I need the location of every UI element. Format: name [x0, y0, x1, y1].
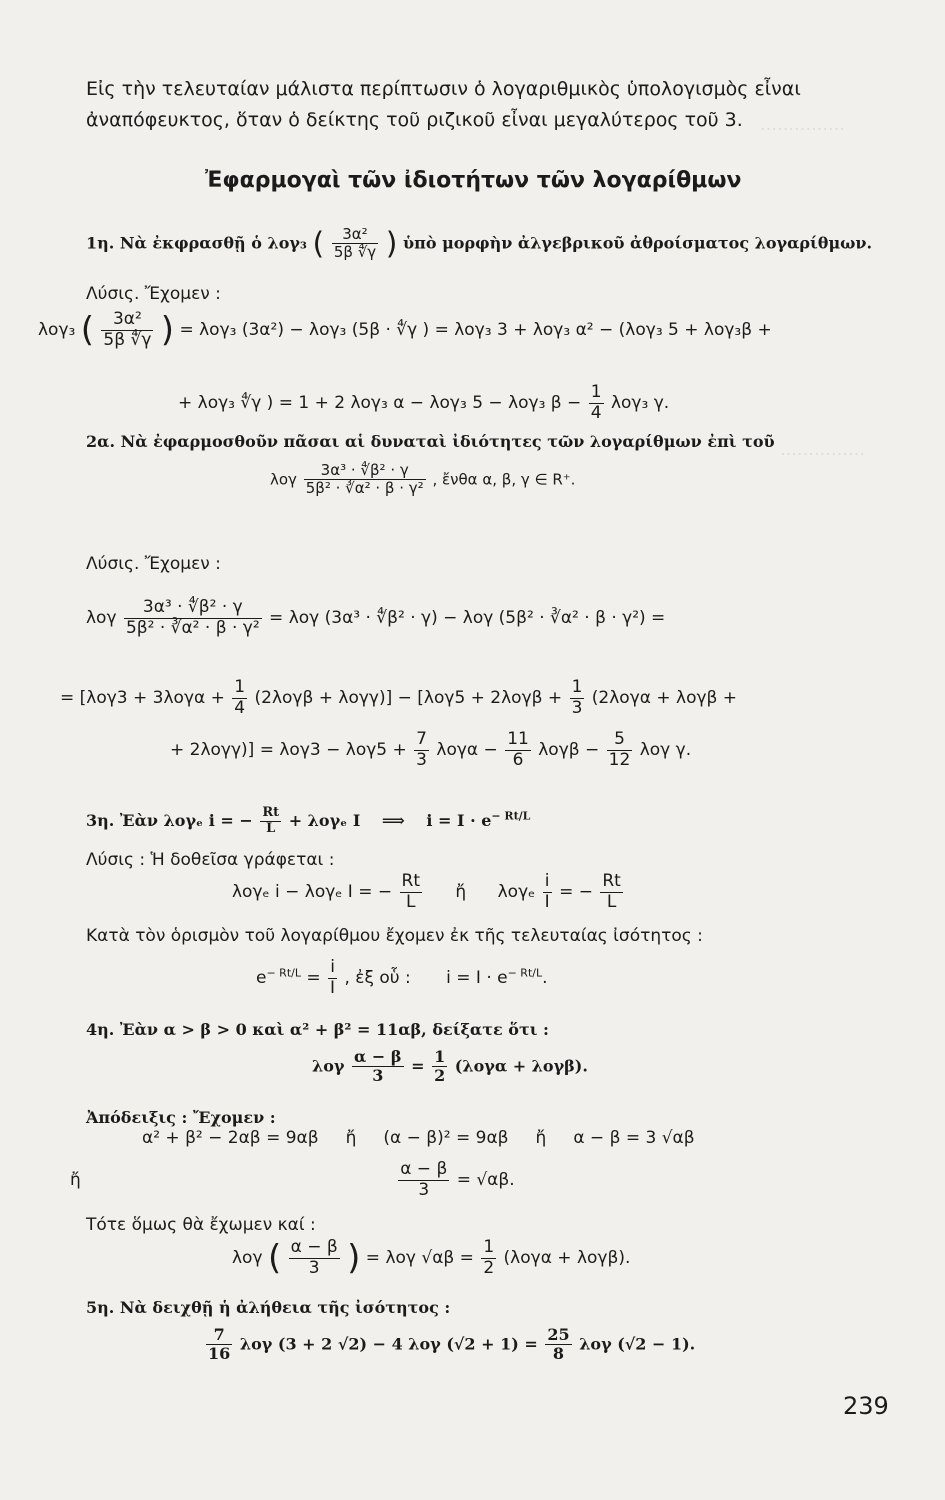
- math-fraction: [206, 1326, 232, 1364]
- fraction-denominator: 3: [571, 697, 583, 718]
- exercise-3-line-1: [232, 872, 625, 912]
- fraction-denominator: 4: [234, 697, 246, 718]
- fraction-denominator: 8: [552, 1344, 565, 1364]
- math-lhs: λογ: [232, 1248, 263, 1269]
- math-fraction: [328, 958, 337, 998]
- paren-close: ): [385, 226, 398, 262]
- exercise-4-goal: [312, 1048, 588, 1086]
- math-fraction: [545, 1326, 571, 1364]
- page-number: 239: [843, 1392, 889, 1420]
- implies-arrow: ⟹: [381, 810, 405, 830]
- math-expression: = λογ √αβ =: [365, 1248, 474, 1269]
- fraction-numerator: 3α³ · ∜β² · γ: [124, 598, 262, 619]
- fraction-denominator: 5β ∜γ: [103, 329, 152, 350]
- fraction-numerator: 3α³ · ∜β² · γ: [304, 462, 426, 480]
- math-expression: λογ (3 + 2 √2) − 4 λογ (√2 + 1) =: [239, 1334, 538, 1354]
- math-expression: =: [411, 1056, 425, 1076]
- exercise-4-then-line: Τότε ὅμως θὰ ἔχωμεν καί :: [86, 1215, 316, 1235]
- fraction-numerator: 5: [607, 730, 633, 751]
- math-expression: (2λογα + λογβ +: [591, 688, 738, 709]
- exponent: − Rt/L: [507, 966, 543, 980]
- fraction-numerator: 7: [206, 1326, 232, 1345]
- math-expression: (λογα + λογβ).: [454, 1056, 588, 1076]
- math-fraction: [101, 310, 153, 350]
- exercise-2-line-1: [86, 598, 665, 638]
- fraction-denominator: L: [606, 891, 617, 912]
- fraction-numerator: 1: [571, 677, 583, 697]
- math-expression: λογ (√2 − 1).: [579, 1334, 696, 1354]
- fraction-denominator: L: [406, 891, 416, 912]
- exercise-4-proof-label: Ἀπόδειξις : Ἔχομεν :: [86, 1108, 276, 1127]
- fraction-denominator: 12: [608, 749, 631, 770]
- fraction-denominator: 5β ∜γ: [333, 243, 377, 262]
- intro-line-1: Εἰς τὴν τελευταίαν μάλιστα περίπτωσιν ὁ λογαριθμικὸς ὑπολογισμὸς εἶναι: [86, 78, 801, 100]
- fraction-numerator: 25: [547, 1325, 570, 1344]
- fraction-numerator: Rt: [602, 871, 621, 891]
- exercise-3-line-2: [256, 958, 548, 998]
- math-expression: , ἐξ οὗ :: [344, 968, 411, 989]
- fraction-numerator: 1: [234, 677, 246, 697]
- exercise-4-proof-line-2: [70, 1160, 515, 1200]
- math-expression: e: [256, 968, 267, 989]
- fraction-numerator: i: [328, 958, 337, 979]
- exercise-1-statement: 1η. Νὰ ἐκφρασθῇ ὁ λογ₃: [86, 233, 307, 253]
- math-expression: = √αβ.: [456, 1170, 515, 1191]
- bleed-through-text: ……………: [760, 115, 845, 135]
- fraction-denominator: 6: [512, 749, 524, 770]
- math-fraction: [352, 1048, 403, 1086]
- paren-close: ): [347, 1238, 361, 1279]
- math-expression: λογₑ: [497, 882, 536, 903]
- fraction-denominator: L: [266, 820, 276, 836]
- math-expression: (2λογβ + λογγ)] − [λογ5 + 2λογβ +: [254, 688, 563, 709]
- fraction-denominator: 3: [308, 1257, 320, 1278]
- exercise-4-label: 4η. Ἐὰν α > β > 0 καὶ α² + β² = 11αβ, δείξατε ὅτι :: [86, 1020, 549, 1039]
- fraction-denominator: I: [544, 891, 550, 912]
- math-fraction: [398, 1160, 449, 1200]
- math-lhs: λογ₃: [38, 320, 76, 341]
- math-expression: + 2λογγ)] = λογ3 − λογ5 +: [170, 740, 407, 761]
- exercise-3-statement: 3η. Ἐὰν λογₑ i = −: [86, 810, 253, 830]
- math-fraction: [432, 1048, 447, 1086]
- fraction-denominator: 3: [418, 1179, 430, 1200]
- fraction-numerator: α − β: [290, 1237, 338, 1257]
- fraction-numerator: 1: [590, 382, 602, 402]
- math-fraction: [232, 678, 247, 718]
- fraction-denominator: 16: [208, 1344, 231, 1364]
- exercise-4-proof-line-3: [232, 1238, 630, 1278]
- fraction-denominator: 5β² · ∛α² · β · γ²: [125, 617, 260, 638]
- math-rhs: = λογ (3α³ · ∜β² · γ) − λογ (5β² · ∛α² · β · γ²) =: [269, 608, 666, 629]
- exercise-2-label: 2α. Νὰ ἐφαρμοσθοῦν πᾶσαι αἱ δυναταὶ ἰδιότητες τῶν λογαρίθμων ἐπὶ τοῦ: [86, 432, 775, 451]
- exercise-3-label: [86, 806, 530, 837]
- math-expression: λογₑ i − λογₑ I = −: [232, 882, 393, 903]
- exercise-1-line-1: [38, 310, 772, 350]
- paren-open: (: [80, 310, 95, 351]
- exercise-5-equation: [204, 1326, 695, 1364]
- fraction-numerator: α − β: [400, 1159, 448, 1179]
- math-fraction: [607, 730, 633, 770]
- fraction-denominator: 4: [590, 402, 602, 423]
- math-fraction: [414, 730, 429, 770]
- fraction-denominator: 3: [416, 749, 427, 770]
- exercise-3-solution-label: Λύσις : Ἡ δοθεῖσα γράφεται :: [86, 850, 335, 870]
- exercise-2-line-2: [60, 678, 737, 718]
- math-fraction: [481, 1238, 496, 1278]
- fraction-numerator: 11: [507, 729, 529, 749]
- fraction-denominator: 2: [434, 1066, 446, 1086]
- fraction-denominator: 3: [372, 1066, 384, 1086]
- exercise-1-solution-label: Λύσις. Ἔχομεν :: [86, 284, 221, 304]
- exponent: − Rt/L: [491, 809, 531, 823]
- fraction-numerator: i: [543, 872, 552, 893]
- math-expression: i = I · e: [446, 968, 508, 989]
- math-or: ἤ: [70, 1170, 81, 1191]
- exercise-2-line-3: [170, 730, 691, 770]
- math-lhs: λογ: [86, 608, 117, 629]
- exercise-1-fraction: [332, 226, 378, 262]
- bleed-through-text: ……………: [780, 440, 865, 460]
- math-fraction: [124, 598, 262, 638]
- exercise-1-label: [86, 226, 872, 262]
- fraction-numerator: Rt: [401, 871, 421, 891]
- fraction-denominator: I: [330, 977, 336, 998]
- math-expression: λογ₃ γ.: [610, 393, 670, 414]
- section-title: Ἐφαρμογαὶ τῶν ἰδιοτήτων τῶν λογαρίθμων: [205, 168, 742, 193]
- fraction-numerator: 7: [416, 729, 427, 749]
- math-fraction: [289, 1238, 340, 1278]
- exercise-1-tail: ὑπὸ μορφὴν ἀλγεβρικοῦ ἀθροίσματος λογαρίθμων.: [403, 233, 873, 253]
- math-expression: =: [306, 968, 321, 989]
- math-expression: λογα −: [436, 740, 498, 761]
- math-or: ἤ: [455, 882, 467, 903]
- math-rhs: = λογ₃ (3α²) − λογ₃ (5β · ∜γ ) = λογ₃ 3 + λογ₃ α² − (λογ₃ 5 + λογ₃β +: [179, 320, 772, 341]
- math-fraction: [505, 730, 531, 770]
- fraction-denominator: 5β² · ∛α² · β · γ²: [305, 479, 424, 498]
- math-fraction: [260, 806, 281, 837]
- exercise-2-solution-label: Λύσις. Ἔχομεν :: [86, 554, 221, 574]
- paren-close: ): [160, 310, 175, 351]
- math-expression: .: [542, 968, 548, 989]
- math-expression: λογβ −: [538, 740, 600, 761]
- fraction-denominator: 2: [483, 1257, 495, 1278]
- math-expression: = [λογ3 + 3λογα +: [60, 688, 225, 709]
- fraction-numerator: Rt: [262, 805, 280, 820]
- fraction-numerator: 1: [434, 1047, 446, 1066]
- fraction-numerator: 3α²: [332, 226, 378, 244]
- math-fraction: [543, 872, 552, 912]
- math-expression: λογ γ.: [639, 740, 692, 761]
- math-fraction: [400, 872, 422, 912]
- math-fraction: [600, 872, 622, 912]
- fraction-numerator: 1: [483, 1237, 495, 1257]
- math-expression: = −: [559, 882, 593, 903]
- exercise-5-label: 5η. Νὰ δειχθῇ ἡ ἀλήθεια τῆς ἰσότητος :: [86, 1298, 451, 1317]
- fraction-numerator: α − β: [354, 1047, 402, 1066]
- math-fraction: [589, 383, 604, 423]
- math-condition: , ἔνθα α, β, γ ∈ R⁺.: [432, 470, 576, 489]
- math-expression: i = I · e: [426, 810, 492, 830]
- math-expression: + λογ₃ ∜γ ) = 1 + 2 λογ₃ α − λογ₃ 5 − λογ₃ β −: [178, 393, 582, 414]
- math-lhs: λογ: [312, 1056, 345, 1076]
- exercise-3-definition-line: Κατὰ τὸν ὁρισμὸν τοῦ λογαρίθμου ἔχομεν ἐκ τῆς τελευταίας ἰσότητος :: [86, 926, 703, 946]
- exponent: − Rt/L: [266, 966, 301, 980]
- paren-open: (: [267, 1238, 282, 1279]
- paren-open: (: [312, 226, 325, 262]
- intro-line-2: ἀναπόφευκτος, ὅταν ὁ δείκτης τοῦ ριζικοῦ εἶναι μεγαλύτερος τοῦ 3.: [86, 109, 743, 131]
- math-lhs: λογ: [270, 470, 297, 489]
- math-fraction: [304, 462, 426, 498]
- exercise-4-proof-line-1: α² + β² − 2αβ = 9αβ ἤ (α − β)² = 9αβ ἤ α − β = 3 √αβ: [142, 1128, 695, 1148]
- math-expression: + λογₑ I: [288, 810, 361, 830]
- exercise-1-line-2: [178, 383, 669, 423]
- math-fraction: [570, 678, 585, 718]
- exercise-2-expression: [270, 462, 575, 498]
- math-expression: (λογα + λογβ).: [503, 1248, 631, 1269]
- fraction-numerator: 3α²: [101, 310, 153, 331]
